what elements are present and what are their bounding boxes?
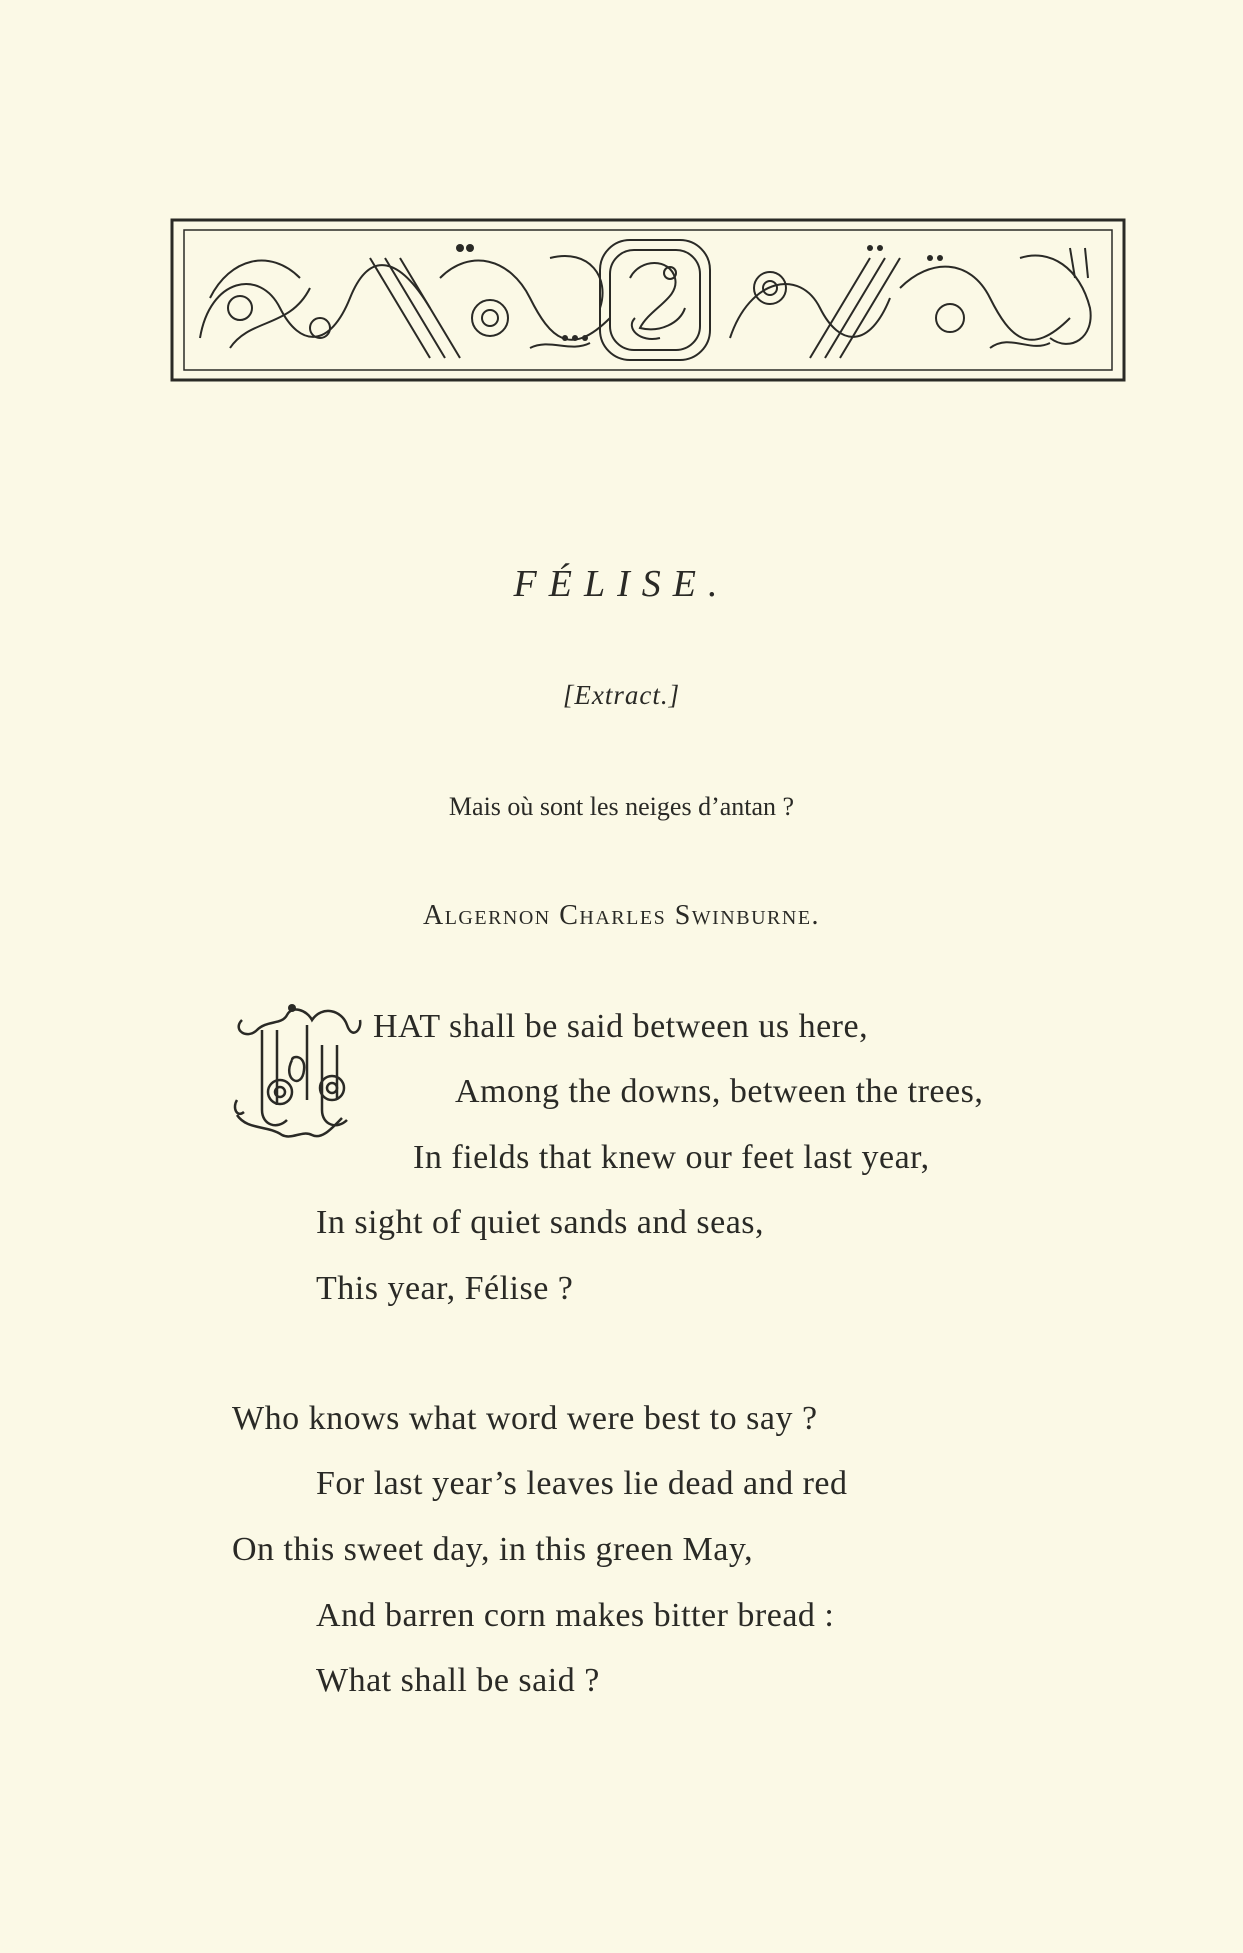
- poem-title: FÉLISE.: [513, 563, 730, 605]
- ornamental-headpiece: [170, 218, 1126, 384]
- author-name: Algernon Charles Swinburne.: [422, 900, 821, 931]
- extract-note: [Extract.]: [562, 680, 681, 710]
- poem-line: Among the downs, between the trees,: [455, 1073, 984, 1110]
- poem-line: In sight of quiet sands and seas,: [316, 1204, 765, 1241]
- epigraph: Mais où sont les neiges d’antan ?: [448, 792, 795, 821]
- ornamental-drop-cap: [232, 1000, 367, 1140]
- poem-line: On this sweet day, in this green May,: [232, 1531, 754, 1568]
- poem-line: What shall be said ?: [316, 1662, 600, 1699]
- poem-line: For last year’s leaves lie dead and red: [316, 1465, 848, 1502]
- poem-line: HAT shall be said between us here,: [373, 1008, 869, 1045]
- poem-line: And barren corn makes bitter bread :: [316, 1597, 835, 1634]
- poem-line: This year, Félise ?: [316, 1270, 574, 1307]
- poem-line: Who knows what word were best to say ?: [232, 1400, 818, 1437]
- poem-line: In fields that knew our feet last year,: [413, 1139, 930, 1176]
